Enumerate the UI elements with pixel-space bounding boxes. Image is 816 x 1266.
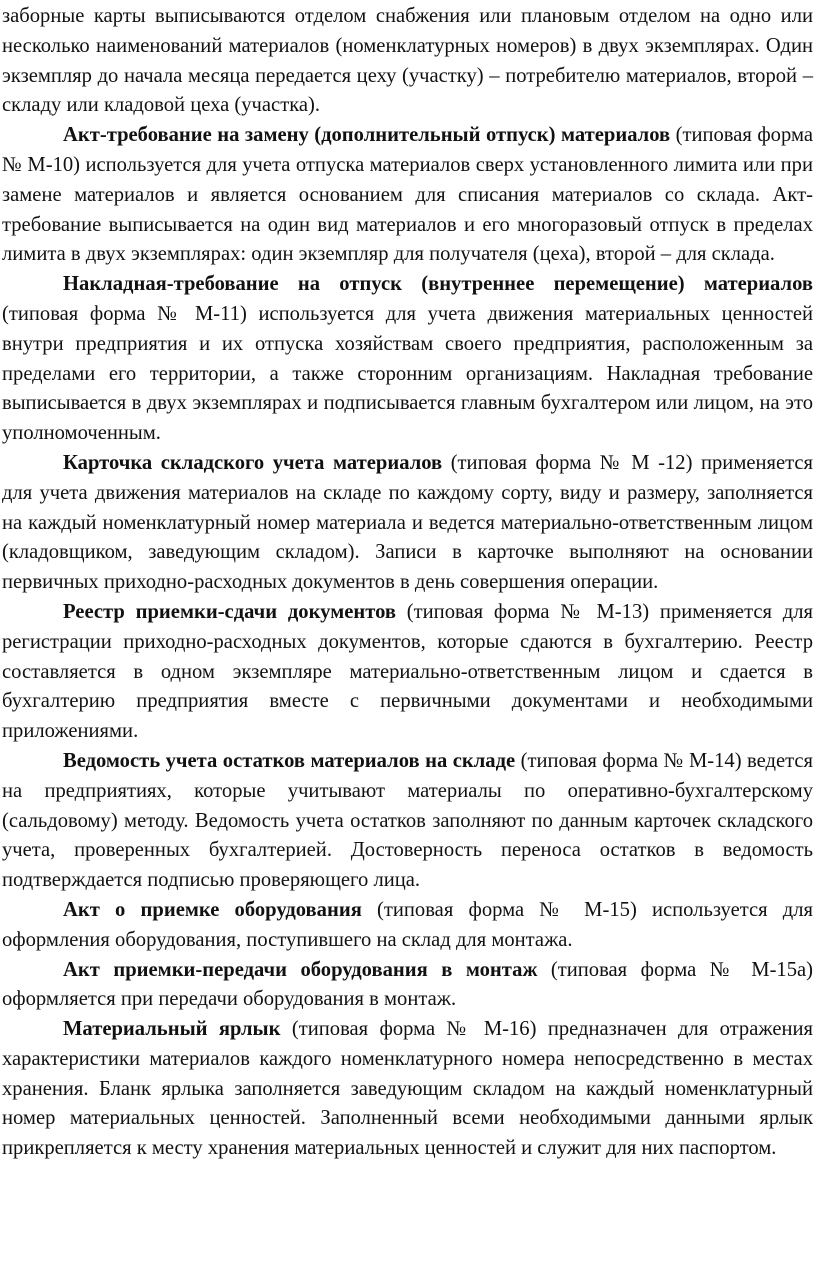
paragraph-continuation (2, 2, 813, 121)
paragraph-text: (типовая форма № М-15) используется для оформления оборудования, поступившего на склад для монтажа. (2, 898, 813, 951)
paragraph-m11 (2, 270, 813, 449)
paragraph-text: (типовая форма № М-10) используется для учета отпуска материалов сверх установленного лимита или при замене материалов и является основанием для списания материалов со склада. Акт-требование выписывается на один вид материалов и его многоразовый отпуск в пределах лимита в двух экземплярах: один экземпляр для получателя (цеха), второй – для склада. (2, 124, 813, 266)
paragraph-m13 (2, 598, 813, 747)
paragraph-term: Реестр приемки-сдачи документов (63, 600, 396, 623)
paragraph-m15 (2, 896, 813, 956)
paragraph-term: Ведомость учета остатков материалов на складе (63, 749, 516, 772)
paragraph-text: (типовая форма № М-13) применяется для регистрации приходно-расходных документов, которые сдаются в бухгалтерию. Реестр составляется в одном экземпляре материально-ответственным лицом и сдается в бухгалтерию предприятия вместе с первичными документами и необходимыми приложениями. (2, 600, 813, 743)
paragraph-text: (типовая форма № М -12) применяется для учета движения материалов на складе по каждому сорту, виду и размеру, заполняется на каждый номенклатурный номер материала и ведется материально-ответственным лицом (кладовщиком, заведующим складом). Записи в карточке выполняют на основании первичных приходно-расходных документов в день совершения операции. (2, 451, 813, 594)
paragraph-text: (типовая форма № М-14) ведется на предприятиях, которые учитывают материалы по оперативно-бухгалтерскому (сальдовому) методу. Ведомость учета остатков заполняют по данным карточек складского учета, проверенных бухгалтерией. Достоверность переноса остатков в ведомость подтверждается подписью проверяющего лица. (2, 749, 814, 892)
paragraph-text: (типовая форма № М-11) используется для учета движения материальных ценностей внутри предприятия и их отпуска хозяйствам своего предприятия, расположенным за пределами его территории, а также сторонним организациям. Накладная требование выписывается в двух экземплярах и подписывается главным бухгалтером или лицом, на это уполномоченным. (2, 302, 813, 445)
paragraph-m14 (2, 747, 813, 896)
paragraph-term: Накладная-требование на отпуск (внутреннее перемещение) материалов (63, 273, 813, 296)
paragraph-m15a (2, 956, 813, 1016)
paragraph-text: (типовая форма № М-16) предназначен для отражения характеристики материалов каждого номенклатурного номера непосредственно в местах хранения. Бланк ярлыка заполняется заведующим складом на каждый номенклатурный номер материальных ценностей. Заполненный всеми необходимыми данными ярлык прикрепляется к месту хранения материальных ценностей и служит для них паспортом. (2, 1018, 813, 1160)
paragraph-term: Акт-требование на замену (дополнительный отпуск) материалов (63, 124, 671, 147)
paragraph-term: Акт приемки-передачи оборудования в монтаж (63, 958, 538, 981)
paragraph-term: Акт о приемке оборудования (63, 898, 362, 921)
paragraph-term: Карточка складского учета материалов (63, 451, 443, 474)
paragraph-m10 (2, 121, 813, 270)
paragraph-m12 (2, 449, 813, 598)
paragraph-m16 (2, 1015, 813, 1164)
paragraph-text: (типовая форма № М-15а) оформляется при передачи оборудования в монтаж. (2, 958, 814, 1011)
paragraph-term: Материальный ярлык (63, 1018, 281, 1041)
paragraph-text: заборные карты выписываются отделом снабжения или плановым отделом на одно или несколько наименований материалов (номенклатурных номеров) в двух экземплярах. Один экземпляр до начала месяца передается цеху (участку) – потребителю материалов, второй – складу или кладовой цеха (участка). (2, 5, 813, 117)
